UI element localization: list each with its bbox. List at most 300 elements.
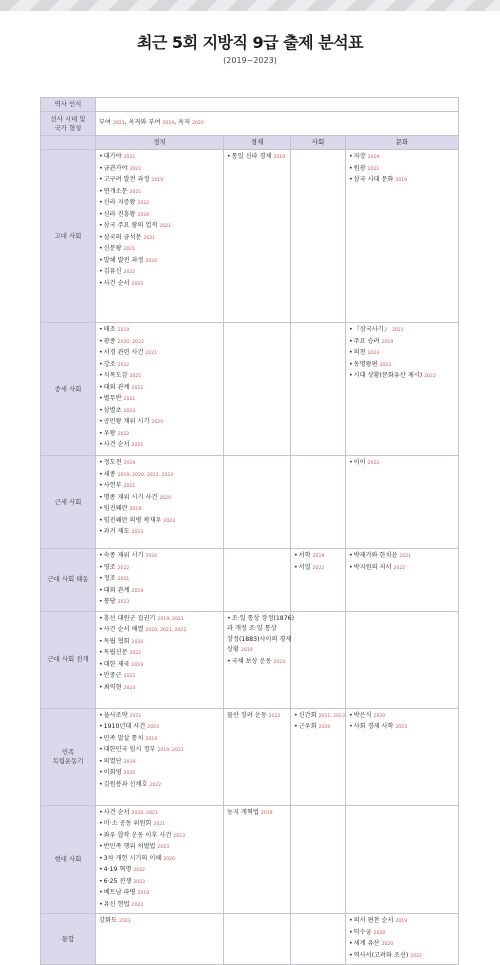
- politics-item: [99, 267, 220, 279]
- economy-item: [227, 624, 287, 635]
- year-tag: 2021: [123, 155, 136, 160]
- year-tag: 2021: [123, 247, 136, 252]
- year-tag: 2021: [399, 554, 412, 559]
- topic-text: 우왕: [103, 429, 116, 437]
- year-tag: 2021: [153, 822, 166, 827]
- society-item-list: [294, 551, 342, 574]
- year-tag: 2022: [123, 270, 136, 275]
- culture-cell: [346, 611, 459, 708]
- topic-text: 동명왕편: [353, 360, 378, 368]
- year-tag: 2021: [123, 484, 136, 489]
- culture-cell: [346, 914, 459, 965]
- politics-item: [99, 233, 220, 245]
- year-tag: 2021: [159, 224, 172, 229]
- column-header-row: [41, 136, 459, 150]
- politics-item-list: [99, 458, 220, 539]
- top-row-label: 역사 인식: [41, 98, 96, 112]
- politics-item: [99, 394, 220, 406]
- culture-item-list: [349, 152, 455, 187]
- topic-text: 역사서(고려와 조선): [353, 951, 409, 959]
- year-tag: 2022: [131, 902, 144, 908]
- topic-text: 4·19 혁명: [103, 866, 132, 873]
- top-row-content: [96, 98, 459, 112]
- topic-text: 삼국 시대 문화: [353, 176, 394, 183]
- society-cell: [291, 549, 346, 612]
- politics-item: [99, 780, 220, 792]
- politics-item: [99, 734, 220, 746]
- topic-text: 좌우 합작 운동 이후 사건: [103, 831, 172, 839]
- politics-item: [99, 337, 220, 349]
- topic-text: 근우회: [298, 723, 317, 730]
- economy-item: [227, 635, 292, 646]
- topic-text: 과 개정 조·일 통상: [227, 625, 277, 632]
- year-tag: 2021: [391, 328, 404, 333]
- year-tag: 2021: [129, 374, 142, 379]
- politics-item: [99, 842, 220, 854]
- year-tag: 2019: [131, 662, 144, 668]
- year-tag: 2019: [367, 155, 380, 160]
- year-tag: 2019: [145, 736, 158, 742]
- culture-item: [349, 722, 455, 734]
- topic-text: 의열단: [103, 757, 122, 765]
- economy-item: [227, 808, 287, 820]
- page-title: 최근 5회 지방직 9급 출제 분석표: [136, 33, 364, 52]
- politics-item-list: [99, 152, 220, 290]
- culture-cell: [346, 805, 459, 914]
- topic-text: 독립신문: [103, 649, 128, 656]
- politics-item: [99, 831, 220, 843]
- politics-item: [99, 164, 220, 176]
- politics-cell: [96, 456, 224, 549]
- topic-text: 이이: [353, 459, 366, 466]
- era-row: [41, 150, 459, 323]
- politics-cell: [96, 150, 224, 323]
- era-label: 근세 사회: [41, 456, 96, 549]
- topic-text: 신문왕: [103, 245, 122, 252]
- year-tag: 2019: [137, 891, 150, 896]
- culture-item-list: [349, 325, 455, 383]
- politics-item: [99, 586, 220, 598]
- politics-item: [99, 722, 220, 734]
- culture-item: [349, 325, 455, 337]
- culture-item-list: [349, 551, 455, 574]
- politics-item: [99, 877, 220, 889]
- era-label: 고대 사회: [41, 150, 96, 323]
- society-cell: [291, 708, 346, 805]
- topic-text: 민족 말살 통치: [103, 734, 144, 742]
- topic-text: 별무반: [103, 395, 122, 402]
- year-tag: 2020, 2022: [117, 339, 144, 345]
- topic-text: 정도전: [103, 459, 122, 466]
- culture-item: [349, 711, 455, 723]
- year-tag: 2023: [367, 351, 380, 356]
- topic-text: 1910년대 사건: [103, 723, 146, 730]
- era-label: 근대 사회 태동: [41, 549, 96, 612]
- year-tag: 2020: [123, 771, 136, 776]
- era-label: 중세 사회: [41, 323, 96, 456]
- topic-text: 부여: [99, 118, 111, 126]
- topic-text: 숙종 재위 시기: [103, 552, 144, 559]
- year-tag: 2020: [192, 120, 204, 126]
- year-tag: 2023: [117, 600, 130, 605]
- society-item-list: [294, 711, 345, 734]
- economy-item: [227, 614, 294, 625]
- culture-item: [349, 371, 455, 383]
- topic-text: 농지 개혁법: [227, 808, 259, 816]
- topic-text: , 옥저: [174, 118, 191, 126]
- year-tag: 2020: [145, 554, 158, 559]
- topic-text: 식목도감: [103, 372, 128, 379]
- year-tag: 2019: [131, 588, 144, 594]
- politics-cell: [96, 708, 224, 805]
- topic-text: 강화도: [99, 917, 117, 924]
- year-tag: 2020, 2021, 2022: [145, 628, 187, 633]
- topic-text: 의서 편찬 순서: [353, 917, 394, 924]
- topic-text: 조·일 통상 장정(1876): [231, 614, 294, 622]
- column-header-blank: [41, 136, 96, 150]
- topic-text: 삼국의 금석문: [103, 233, 142, 241]
- year-tag: 2023: [379, 362, 392, 368]
- topic-text: 삼국 주요 왕의 업적: [103, 222, 158, 229]
- economy-item: [227, 657, 287, 669]
- topic-text: 서경 관련 사건: [103, 349, 144, 356]
- culture-item: [349, 563, 455, 575]
- topic-text: 상황: [227, 646, 239, 653]
- year-tag: 2019: [395, 919, 408, 924]
- economy-item-list: [227, 808, 287, 820]
- topic-text: 대외 관계: [103, 586, 130, 594]
- topic-text: 시대 상황(문화유산 제시): [353, 372, 423, 379]
- economy-cell: [224, 456, 291, 549]
- culture-cell: [346, 150, 459, 323]
- topic-text: 장정(1883)사이의 경제: [227, 635, 292, 643]
- topic-text: 독립 협회: [103, 637, 130, 645]
- politics-item: [99, 429, 220, 441]
- society-cell: [291, 611, 346, 708]
- year-tag: 2022: [117, 565, 130, 571]
- topic-text: 물산 장려 운동: [227, 711, 267, 719]
- topic-text: 서학: [298, 552, 311, 559]
- top-row-label: 선사 시대 및 국가 형성: [41, 112, 96, 136]
- year-tag: 2022: [133, 868, 146, 873]
- politics-item: [99, 481, 220, 493]
- topic-text: 유신 헌법: [103, 900, 130, 908]
- politics-item-list: [99, 711, 220, 792]
- topic-text: 『삼국사기』: [353, 326, 390, 333]
- society-item: [294, 563, 342, 575]
- year-tag: 2022: [268, 713, 281, 719]
- politics-item: [99, 614, 220, 626]
- decorative-top-band: [0, 0, 500, 22]
- politics-item: [99, 808, 220, 820]
- topic-text: 김원봉과 신채호: [103, 780, 148, 788]
- topic-text: 고구려 발전 과정: [103, 176, 150, 183]
- culture-item: [349, 928, 455, 940]
- politics-item: [99, 854, 220, 866]
- politics-item: [99, 574, 220, 586]
- page-subtitle: (2019~2023): [223, 56, 277, 65]
- culture-item-list: [349, 916, 455, 962]
- year-tag: 2021, 2023: [318, 713, 345, 719]
- page-header: [0, 30, 500, 65]
- culture-cell: [346, 323, 459, 456]
- society-cell: [291, 805, 346, 914]
- society-cell: [291, 323, 346, 456]
- ribbon-gap: [0, 11, 500, 17]
- year-tag: 2019: [162, 120, 175, 126]
- analysis-table: [40, 97, 459, 965]
- politics-item: [99, 210, 220, 222]
- topic-text: 세계 유산: [353, 940, 380, 947]
- society-item: [294, 722, 342, 734]
- politics-item: [99, 325, 220, 337]
- topic-text: 삼별초: [103, 406, 122, 414]
- year-tag: 2021: [367, 166, 380, 172]
- topic-text: 반민족 행위 처벌법: [103, 843, 156, 850]
- politics-item: [99, 198, 220, 210]
- topic-text: 3차 개헌 시기의 이해: [103, 854, 162, 862]
- politics-item: [99, 279, 220, 291]
- politics-item: [99, 516, 220, 528]
- politics-item: [99, 660, 220, 672]
- topic-text: 안중근: [103, 672, 122, 679]
- column-header-culture: 문화: [346, 136, 459, 150]
- year-tag: 2019: [117, 328, 130, 333]
- culture-item: [349, 337, 455, 349]
- topic-text: 사건 순서: [103, 808, 130, 816]
- culture-cell: [346, 549, 459, 612]
- year-tag: 2019: [123, 461, 136, 466]
- year-tag: 2021: [131, 443, 144, 448]
- era-row: [41, 805, 459, 914]
- topic-text: 박제가와 한치윤: [353, 552, 398, 559]
- year-tag: 2022: [117, 431, 130, 437]
- topic-text: 영조: [103, 563, 116, 571]
- topic-text: 사회 경제 사학: [353, 723, 394, 730]
- topic-text: 신라 진흥왕: [103, 210, 136, 218]
- politics-cell: [96, 323, 224, 456]
- politics-item: [99, 371, 220, 383]
- year-tag: 2020: [381, 942, 394, 947]
- society-cell: [291, 456, 346, 549]
- year-tag: 2023: [118, 919, 131, 924]
- politics-item: [99, 417, 220, 429]
- topic-text: 세종: [103, 470, 116, 478]
- year-tag: 2023: [173, 833, 185, 839]
- economy-cell: [224, 611, 294, 708]
- politics-item: [99, 527, 220, 539]
- era-row: [41, 549, 459, 612]
- era-row: [41, 914, 459, 965]
- topic-text: 대한민국 임시 정부: [103, 746, 156, 753]
- year-tag: 2019: [381, 339, 394, 345]
- politics-item: [99, 348, 220, 360]
- culture-item: [349, 152, 455, 164]
- year-tag: 2021: [123, 397, 136, 402]
- politics-cell: [96, 549, 224, 612]
- topic-text: 주요 승려: [353, 337, 380, 345]
- year-tag: 2021: [145, 351, 158, 356]
- year-tag: 2019: [151, 178, 164, 183]
- year-tag: 2022: [117, 362, 130, 368]
- topic-text: 국채 보상 운동: [231, 657, 272, 665]
- year-tag: 2020: [145, 258, 158, 264]
- topic-text: 덕수궁: [353, 928, 372, 936]
- year-tag: 2019: [123, 759, 136, 765]
- year-tag: 2019: [312, 554, 325, 559]
- topic-text: 임진왜란: [103, 505, 128, 512]
- year-tag: 2020: [373, 713, 386, 719]
- topic-text: 임진왜란 의병 곽재우: [103, 516, 162, 524]
- year-tag: 2019: [240, 648, 253, 653]
- year-tag: 2023: [131, 530, 144, 535]
- year-tag: 2019, 2020, 2022, 2023: [117, 472, 174, 478]
- column-header-society: 사회: [291, 136, 346, 150]
- era-row: [41, 456, 459, 549]
- year-tag: 2019, 2021: [157, 616, 184, 622]
- politics-cell: [96, 805, 224, 914]
- politics-cell: [96, 914, 224, 965]
- column-header-economy: 경제: [224, 136, 291, 150]
- politics-item: [99, 711, 220, 723]
- economy-item-list: [227, 711, 287, 723]
- politics-item: [99, 683, 220, 695]
- society-cell: [291, 914, 346, 965]
- analysis-table-container: [40, 97, 458, 965]
- topic-text: 태조: [103, 326, 116, 333]
- topic-text: 발해 발전 과정: [103, 256, 144, 264]
- year-tag: 2021: [129, 713, 142, 719]
- year-tag: 2022: [149, 782, 162, 788]
- year-tag: 2021: [129, 189, 142, 195]
- era-label: 통합: [41, 914, 96, 965]
- era-row: [41, 323, 459, 456]
- topic-text: 베트남 파병: [103, 889, 136, 896]
- topic-text: 대가야: [103, 153, 122, 160]
- politics-item: [99, 671, 220, 683]
- top-row: [41, 98, 459, 112]
- economy-item-list: [227, 614, 294, 669]
- topic-text: 자장: [353, 153, 366, 160]
- year-tag: 2021: [117, 577, 130, 582]
- topic-text: 신간회: [298, 711, 317, 719]
- year-tag: 2023: [157, 845, 170, 850]
- politics-item-list: [99, 614, 220, 695]
- culture-item: [349, 939, 455, 951]
- year-tag: 2020: [151, 420, 164, 425]
- year-tag: 2019: [395, 178, 408, 183]
- year-tag: 2019, 2021: [157, 748, 184, 753]
- politics-item: [99, 256, 220, 268]
- topic-text: 공민왕 재위 시기: [103, 418, 150, 425]
- politics-item-list: [99, 551, 220, 609]
- politics-item: [99, 152, 220, 164]
- topic-text: 을사조약: [103, 711, 128, 719]
- politics-item: [99, 745, 220, 757]
- politics-item: [99, 244, 220, 256]
- culture-item: [349, 951, 455, 963]
- topic-text: 의천: [353, 349, 366, 356]
- politics-item: [99, 504, 220, 516]
- year-tag: 2022: [137, 201, 150, 206]
- year-tag: 2021: [129, 651, 142, 656]
- year-tag: 2023: [273, 659, 286, 665]
- politics-item: [99, 916, 220, 928]
- politics-item: [99, 221, 220, 233]
- analysis-table-body: [41, 98, 459, 965]
- era-label: 민족 독립운동기: [41, 708, 96, 805]
- politics-item: [99, 648, 220, 660]
- topic-text: 붕당: [103, 598, 116, 605]
- politics-item: [99, 637, 220, 649]
- economy-item: [227, 645, 287, 657]
- topic-text: 원광: [353, 164, 366, 172]
- topic-text: 신라 지증왕: [103, 199, 136, 206]
- society-item: [294, 711, 345, 723]
- culture-item: [349, 458, 455, 470]
- culture-item: [349, 164, 455, 176]
- politics-item: [99, 383, 220, 395]
- topic-text: 대한 제국: [103, 660, 130, 668]
- year-tag: 2023: [133, 879, 146, 885]
- economy-cell: [224, 150, 291, 323]
- politics-item: [99, 493, 220, 505]
- year-tag: 2020: [159, 495, 172, 501]
- politics-item: [99, 470, 220, 482]
- top-row: [41, 112, 459, 136]
- economy-item-list: [227, 152, 287, 164]
- year-tag: 2023: [395, 725, 408, 730]
- politics-item: [99, 440, 220, 452]
- economy-cell: [224, 549, 291, 612]
- economy-cell: [224, 323, 291, 456]
- politics-item: [99, 757, 220, 769]
- era-label: 현대 사회: [41, 805, 96, 914]
- topic-text: 사헌부: [103, 482, 122, 489]
- topic-text: 사건 순서: [103, 279, 130, 287]
- politics-item: [99, 888, 220, 900]
- politics-item: [99, 768, 220, 780]
- era-row: [41, 611, 459, 708]
- politics-item: [99, 360, 220, 372]
- topic-text: 연개소문: [103, 187, 128, 195]
- topic-text: 명종 재위 시기 사건: [103, 493, 158, 501]
- year-tag: 2023: [123, 685, 136, 691]
- topic-text: 6·25 전쟁: [103, 877, 132, 885]
- economy-item: [227, 711, 287, 723]
- politics-item: [99, 406, 220, 418]
- topic-text: 최익현: [103, 683, 122, 691]
- politics-item: [99, 563, 220, 575]
- politics-item: [99, 625, 220, 637]
- economy-cell: [224, 914, 291, 965]
- year-tag: 2023: [163, 518, 176, 524]
- politics-item: [99, 819, 220, 831]
- year-tag: 2020: [137, 212, 150, 218]
- economy-cell: [224, 805, 291, 914]
- culture-item: [349, 175, 455, 187]
- year-tag: 2021: [131, 385, 144, 391]
- year-tag: 2020, 2021: [131, 810, 158, 816]
- politics-item: [99, 551, 220, 563]
- culture-item: [349, 916, 455, 928]
- topic-text: 사건 순서 배열: [103, 626, 144, 633]
- year-tag: 2021: [112, 120, 125, 126]
- topic-text: 강조: [103, 360, 116, 368]
- year-tag: 2020: [318, 725, 331, 730]
- politics-item: [99, 865, 220, 877]
- topic-text: 정조: [103, 575, 116, 582]
